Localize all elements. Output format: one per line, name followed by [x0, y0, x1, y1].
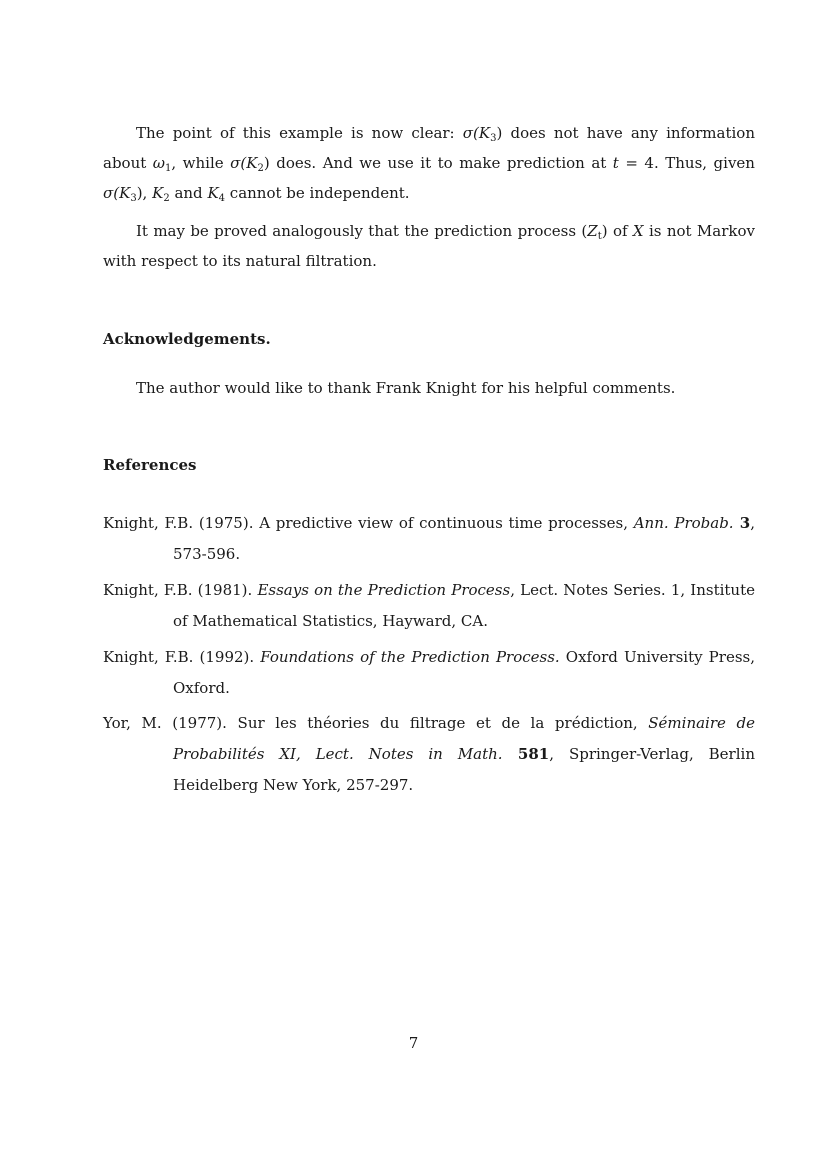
- reference-publisher: , Lect. Notes Series. 1, Institute of Mathematical Statistics, Hayward, CA.: [173, 581, 755, 630]
- reference-authors: Yor, M. (1977). Sur les théories du filtrage et de la prédiction,: [103, 714, 649, 732]
- math-subscript: 2: [163, 193, 170, 204]
- math-k3: K: [119, 184, 131, 202]
- reference-item: [103, 508, 755, 570]
- math-k4: K: [207, 184, 219, 202]
- reference-publisher: Oxford University Press, Oxford.: [173, 648, 755, 697]
- text-span: does not have any information about: [103, 124, 755, 172]
- text-span: cannot be independent.: [225, 184, 410, 202]
- reference-authors: Knight, F.B. (1981).: [103, 581, 258, 599]
- text-span: . Thus, given: [653, 154, 755, 172]
- acknowledgements-text: The author would like to thank Frank Knight for his helpful comments.: [136, 379, 676, 397]
- math-paren: ): [496, 124, 503, 142]
- references-heading: References: [103, 456, 197, 474]
- reference-authors: Knight, F.B. (1992).: [103, 648, 261, 666]
- reference-publisher: , Springer-Verlag, Berlin Heidelberg New York, 257-297.: [173, 745, 755, 794]
- reference-journal: Ann. Probab.: [633, 514, 734, 532]
- math-x: X: [632, 222, 644, 240]
- reference-volume: 3: [733, 514, 751, 532]
- math-z: Z: [587, 222, 598, 240]
- paragraph-example-conclusion: [103, 118, 755, 208]
- text-span: The point of this example is now clear:: [136, 124, 463, 142]
- reference-item: [103, 708, 755, 801]
- math-sigma: σ(: [462, 124, 479, 142]
- math-paren: ): [136, 184, 143, 202]
- math-subscript: 2: [257, 163, 264, 174]
- paragraph-prediction-process: [103, 216, 755, 276]
- acknowledgements-heading: Acknowledgements.: [103, 330, 271, 348]
- math-t: t: [612, 154, 619, 172]
- reference-title: Essays on the Prediction Process: [257, 581, 511, 599]
- math-k3: K: [478, 124, 491, 142]
- reference-pages: , 573-596.: [173, 514, 755, 563]
- text-span: is not Markov with respect to its natural filtration.: [103, 222, 755, 270]
- math-sigma: σ(: [103, 184, 120, 202]
- math-k2: K: [152, 184, 164, 202]
- reference-authors: Knight, F.B. (1975). A predictive view of continuous time processes,: [103, 514, 634, 532]
- math-subscript: 1: [165, 163, 172, 174]
- math-subscript: t: [597, 231, 602, 242]
- text-span: ,: [142, 184, 153, 202]
- text-span: and: [169, 184, 208, 202]
- math-equals: = 4: [618, 154, 654, 172]
- reference-title: Foundations of the Prediction Process.: [260, 648, 560, 666]
- math-k2: K: [246, 154, 258, 172]
- math-paren: ): [263, 154, 270, 172]
- text-span: does. And we use it to make prediction at: [269, 154, 613, 172]
- text-span: , while: [171, 154, 231, 172]
- math-omega: ω: [152, 154, 166, 172]
- reference-volume: 581: [502, 745, 550, 763]
- math-subscript: 3: [130, 193, 137, 204]
- reference-item: [103, 642, 755, 704]
- text-span: ) of: [601, 222, 633, 240]
- math-subscript: 4: [218, 193, 226, 204]
- text-span: It may be proved analogously that the prediction process (: [136, 222, 588, 240]
- reference-series: Séminaire de Probabilités XI, Lect. Notes in Math.: [173, 714, 756, 763]
- reference-item: [103, 575, 755, 637]
- math-sigma: σ(: [230, 154, 247, 172]
- page-number: 7: [408, 1034, 419, 1052]
- math-subscript: 3: [490, 133, 497, 144]
